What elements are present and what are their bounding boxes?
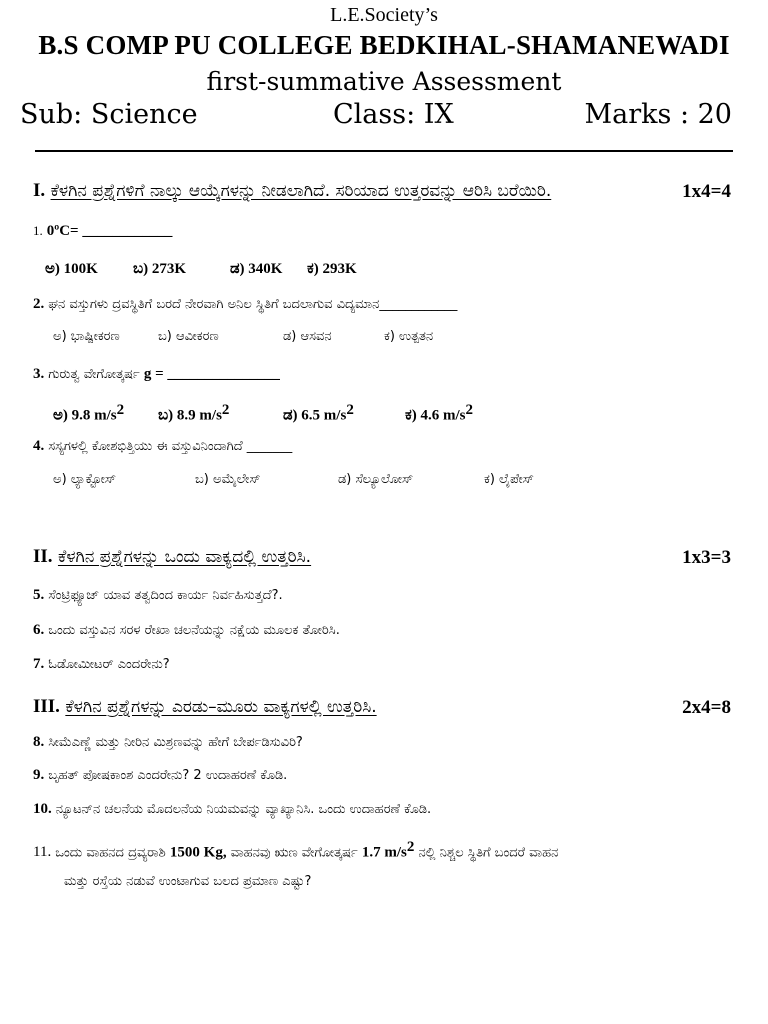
question-text: ಘನ ವಸ್ತುಗಳು ದ್ರವಸ್ಥಿತಿಗೆ ಬರದೆ ನೇರವಾಗಿ ಅನಿಲ ಸ್ಥಿತಿಗೆ ಬದಲಾಗುವ ವಿದ್ಯಮಾನ____________ bbox=[48, 297, 458, 312]
section-instruction: ಕೆಳಗಿನ ಪ್ರಶ್ನೆಗಳನ್ನು ಒಂದು ವಾಕ್ಯದಲ್ಲಿ ಉತ್ತರಿಸಿ. bbox=[57, 547, 312, 567]
question-4-options bbox=[0, 472, 768, 492]
question-6: 6. ಒಂದು ವಸ್ತುವಿನ ಸರಳ ರೇಖಾ ಚಲನೆಯನ್ನು ನಕ್ಷೆಯ ಮೂಲಕ ತೋರಿಸಿ. bbox=[33, 622, 340, 638]
option-c: ಡ) ಸೆಲ್ಯೂಲೋಸ್ bbox=[338, 472, 414, 487]
section-number: II. bbox=[33, 546, 53, 567]
question-text: ಸೆಂಟ್ರಿಫ್ಯೂಜ್ ಯಾವ ತತ್ವದಿಂದ ಕಾರ್ಯ ನಿರ್ವಹಿಸುತ್ತದೆ?. bbox=[48, 588, 283, 603]
question-7: 7. ಓಡೋಮೀಟರ್ ಎಂದರೇನು? bbox=[33, 656, 170, 672]
question-text: ಸೀಮೆಎಣ್ಣೆ ಮತ್ತು ನೀರಿನ ಮಿಶ್ರಣವನ್ನು ಹೇಗೆ ಬೇರ್ಪಡಿಸುವಿರಿ? bbox=[48, 735, 303, 750]
section-3-heading bbox=[33, 696, 377, 718]
option-d: ಕ) 4.6 $m/s^2$ bbox=[405, 402, 473, 424]
option-d: ಕ) ಉತ್ಪತನ bbox=[384, 329, 434, 344]
class-label: Class: IX bbox=[333, 99, 454, 130]
question-8: 8. ಸೀಮೆಎಣ್ಣೆ ಮತ್ತು ನೀರಿನ ಮಿಶ್ರಣವನ್ನು ಹೇಗೆ ಬೇರ್ಪಡಿಸುವಿರಿ? bbox=[33, 734, 303, 750]
subject-label: Sub: Science bbox=[20, 99, 198, 130]
question-1: 1. 0ºC= ____________ bbox=[33, 223, 173, 239]
question-text: ಒಂದು ವಸ್ತುವಿನ ಸರಳ ರೇಖಾ ಚಲನೆಯನ್ನು ನಕ್ಷೆಯ ಮೂಲಕ ತೋರಿಸಿ. bbox=[48, 623, 340, 638]
society-name: L.E.Society’s bbox=[330, 4, 438, 26]
question-formula: g = _______________ bbox=[143, 366, 280, 382]
option-a: ಅ) 100K bbox=[45, 261, 98, 277]
question-1-options bbox=[0, 260, 768, 280]
question-text-a: ಒಂದು ವಾಹನದ ದ್ರವ್ಯರಾಶಿ bbox=[55, 845, 166, 861]
question-acceleration: 1.7 m/s bbox=[361, 844, 407, 861]
section-3-marks: 2x4=8 bbox=[682, 697, 731, 718]
option-d: ಕ) ಲೈಪೇಸ್ bbox=[484, 472, 534, 487]
option-b: ಬ) ಅಮೈಲೇಸ್ bbox=[195, 472, 261, 487]
option-a: ಅ) 9.8 $m/s^2$ bbox=[53, 402, 125, 424]
question-10: 10. ನ್ಯೂಟನ್‌ನ ಚಲನೆಯ ಮೊದಲನೆಯ ನಿಯಮವನ್ನು ವ್ಯಾಖ್ಯಾನಿಸಿ. ಒಂದು ಉದಾಹರಣೆ ಕೊಡಿ. bbox=[33, 801, 432, 817]
section-instruction: ಕೆಳಗಿನ ಪ್ರಶ್ನೆಗಳನ್ನು ಎರಡು–ಮೂರು ವಾಕ್ಯಗಳಲ್ಲಿ ಉತ್ತರಿಸಿ. bbox=[65, 697, 377, 717]
question-3: 3. ಗುರುತ್ವ ವೇಗೋತ್ಕರ್ಷ g = _______________ bbox=[33, 366, 280, 382]
option-a: ಅ) ಭಾಷ್ಪೀಕರಣ bbox=[53, 329, 120, 344]
section-1-marks: 1x4=4 bbox=[682, 181, 731, 202]
question-4: 4. ಸಸ್ಯಗಳಲ್ಲಿ ಕೋಶಭಿತ್ತಿಯು ಈ ವಸ್ತುವಿನಿಂದಾಗಿದೆ _______ bbox=[33, 438, 293, 454]
option-b: ಬ) 8.9 $m/s^2$ bbox=[158, 402, 230, 424]
question-9: 9. ಬೃಹತ್ ಪೋಷಕಾಂಶ ಎಂದರೇನು? 2 ಉದಾಹರಣೆ ಕೊಡಿ. bbox=[33, 767, 288, 783]
question-2: 2. ಘನ ವಸ್ತುಗಳು ದ್ರವಸ್ಥಿತಿಗೆ ಬರದೆ ನೇರವಾಗಿ ಅನಿಲ ಸ್ಥಿತಿಗೆ ಬದಲಾಗುವ ವಿದ್ಯಮಾನ____________ bbox=[33, 296, 458, 312]
section-instruction: ಕೆಳಗಿನ ಪ್ರಶ್ನೆಗಳಿಗೆ ನಾಲ್ಕು ಆಯ್ಕೆಗಳನ್ನು ನೀಡಲಾಗಿದೆ. ಸರಿಯಾದ ಉತ್ತರವನ್ನು ಆರಿಸಿ ಬರೆಯಿರಿ. bbox=[50, 181, 552, 201]
question-text: ಸಸ್ಯಗಳಲ್ಲಿ ಕೋಶಭಿತ್ತಿಯು ಈ ವಸ್ತುವಿನಿಂದಾಗಿದೆ _______ bbox=[48, 439, 293, 454]
option-c: ಡ) 340K bbox=[230, 261, 283, 277]
question-text: ಓಡೋಮೀಟರ್ ಎಂದರೇನು? bbox=[48, 657, 170, 672]
section-number: I. bbox=[33, 180, 46, 201]
option-c: ಡ) 6.5 $m/s^2$ bbox=[283, 402, 354, 424]
question-text: ಗುರುತ್ವ ವೇಗೋತ್ಕರ್ಷ bbox=[48, 367, 140, 382]
question-11-line-2: ಮತ್ತು ರಸ್ತೆಯ ನಡುವೆ ಉಂಟಾಗುವ ಬಲದ ಪ್ರಮಾಣ ಎಷ್ಟು? bbox=[64, 874, 312, 889]
college-name: B.S COMP PU COLLEGE BEDKIHAL-SHAMANEWADI bbox=[38, 30, 730, 60]
question-mass: 1500 Kg, bbox=[169, 844, 227, 861]
option-d: ಕ) 293K bbox=[307, 261, 357, 277]
question-text: 0ºC= ____________ bbox=[46, 223, 173, 239]
question-text: ಬೃಹತ್ ಪೋಷಕಾಂಶ ಎಂದರೇನು? 2 ಉದಾಹರಣೆ ಕೊಡಿ. bbox=[48, 768, 288, 783]
question-2-options bbox=[0, 329, 768, 349]
assessment-title: first-summative Assessment bbox=[206, 67, 562, 96]
question-5: 5. ಸೆಂಟ್ರಿಫ್ಯೂಜ್ ಯಾವ ತತ್ವದಿಂದ ಕಾರ್ಯ ನಿರ್ವಹಿಸುತ್ತದೆ?. bbox=[33, 587, 283, 603]
section-2-marks: 1x3=3 bbox=[682, 547, 731, 568]
option-b: ಬ) ಆವೀಕರಣ bbox=[158, 329, 219, 344]
question-text-c: ವಾಹನವು ಋಣ ವೇಗೋತ್ಕರ್ಷ bbox=[230, 845, 358, 861]
option-b: ಬ) 273K bbox=[133, 261, 187, 277]
section-1-heading bbox=[33, 180, 551, 202]
header-divider bbox=[35, 150, 733, 152]
option-c: ಡ) ಆಸವನ bbox=[283, 329, 332, 344]
marks-label: Marks : 20 bbox=[584, 99, 732, 130]
question-text-e: ನಲ್ಲಿ ನಿಶ್ಚಲ ಸ್ಥಿತಿಗೆ ಬಂದರೆ ವಾಹನ bbox=[418, 845, 559, 861]
question-3-options bbox=[0, 402, 768, 424]
question-text: ನ್ಯೂಟನ್‌ನ ಚಲನೆಯ ಮೊದಲನೆಯ ನಿಯಮವನ್ನು ವ್ಯಾಖ್ಯಾನಿಸಿ. ಒಂದು ಉದಾಹರಣೆ ಕೊಡಿ. bbox=[55, 802, 432, 817]
question-11: 11. ಒಂದು ವಾಹನದ ದ್ರವ್ಯರಾಶಿ 1500 Kg, ವಾಹನವು ಋಣ ವೇಗೋತ್ಕರ್ಷ 1.7 $m/s^2$ ನಲ್ಲಿ ನಿಶ್ಚಲ ಸ್ಥಿತಿಗೆ ಬಂದರೆ ವಾಹನ bbox=[33, 839, 559, 861]
section-number: III. bbox=[33, 696, 60, 717]
option-a: ಅ) ಲ್ಯಾಕ್ಟೋಸ್ bbox=[53, 472, 117, 487]
section-2-heading bbox=[33, 546, 311, 568]
